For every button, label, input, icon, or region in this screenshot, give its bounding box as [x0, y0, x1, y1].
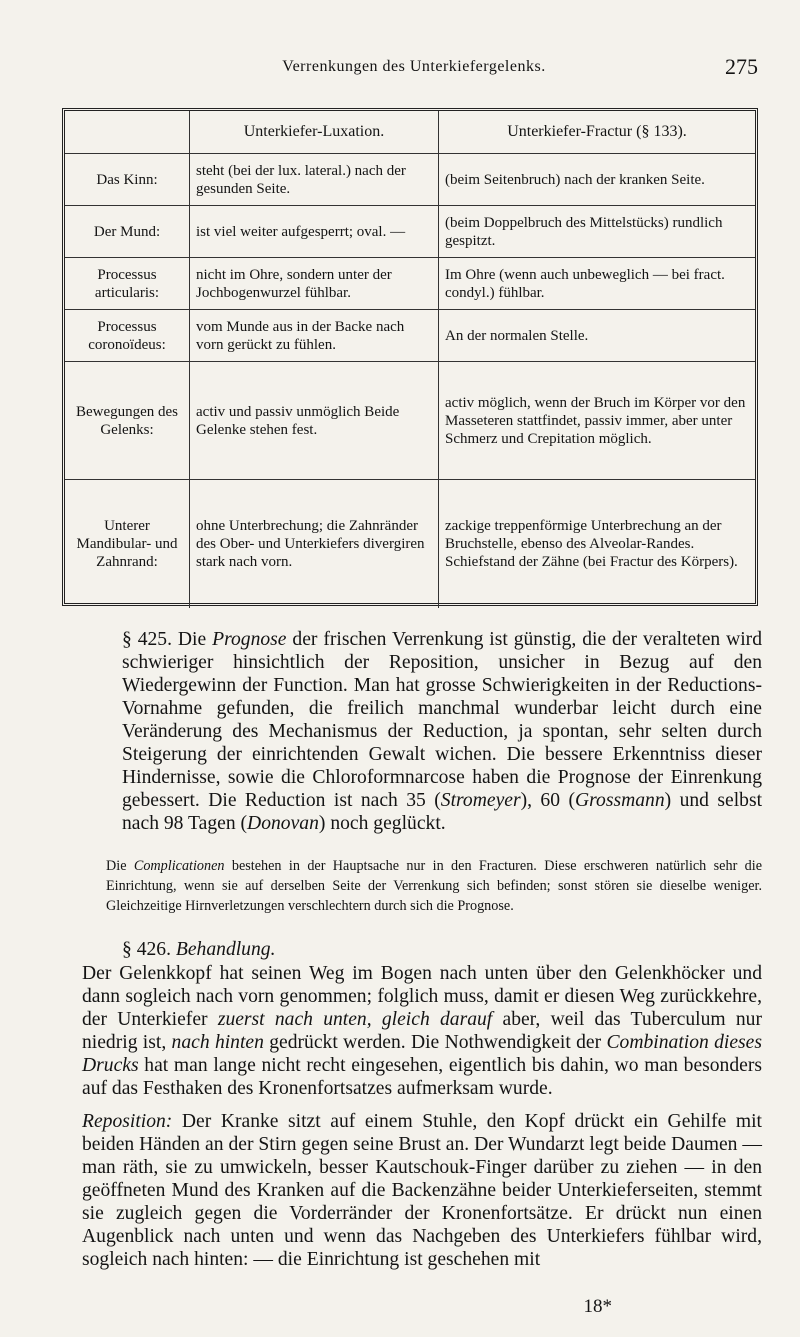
text-run: hat man lange nicht recht eingesehen, eigentlich bis dahin, wo man besonders auf das Festhaken des Kronenfortsatzes aufmerksam wurde.: [82, 1055, 762, 1099]
paragraph-425: [62, 628, 762, 835]
section-number: § 425.: [122, 629, 172, 650]
table-row: [65, 258, 755, 310]
row-label: Processus articularis:: [65, 258, 190, 310]
text-run: Die: [106, 858, 134, 874]
table-header-row: [65, 111, 755, 154]
complications-note: [62, 856, 762, 916]
emphasis: Combination dieses Drucks: [82, 1032, 762, 1076]
luxation-cell: vom Munde aus in der Backe nach vorn gerückt zu fühlen.: [190, 310, 439, 362]
emphasis: Grossmann: [574, 790, 665, 811]
luxation-cell: nicht im Ohre, sondern unter der Jochbogenwurzel fühlbar.: [190, 258, 439, 310]
luxation-cell: steht (bei der lux. lateral.) nach der gesunden Seite.: [190, 154, 439, 206]
emphasis: zuerst nach unten, gleich darauf: [217, 1009, 493, 1030]
row-label: Processus coronoïdeus:: [65, 310, 190, 362]
signature-mark: 18*: [583, 1296, 612, 1317]
running-header: [70, 52, 758, 86]
emphasis: Reposition:: [82, 1111, 173, 1132]
luxation-cell: ohne Unterbrechung; die Zahnränder des Ober- und Unterkiefers divergiren stark nach vorn.: [190, 480, 439, 608]
section-title: Behandlung.: [175, 939, 276, 960]
table-row: [65, 480, 755, 608]
text-run: Der Gelenkkopf hat seinen Weg im Bogen nach unten über den Gelenkhöcker und dann sogleich nach vorn genommen; folglich muss, damit er diesen Weg zurückkehre, der Unterkiefer: [82, 963, 762, 1030]
text-run: ) und selbst nach 98 Tagen (: [122, 790, 763, 834]
text-run: gedrückt werden. Die Nothwendigkeit der: [263, 1032, 607, 1053]
text-run: Der Kranke sitzt auf einem Stuhle, den Kopf drückt ein Gehilfe mit beiden Händen an der Stirn gegen seine Brust an. Der Wundarzt legt beide Daumen — man räth, sie zu umwickeln, besser Kautschouk-Finger darüber zu ziehen — in den geöffneten Mund des Kranken auf die Backenzähne beider Unterkieferseiten, stemmt sie zugleich gegen die Vorderränder der Kronenfortsätze. Er drückt nun einen Augenblick nach unten und wenn das Nachgeben des Unterkiefers fühlbar wird, sogleich nach hinten: — die Einrichtung ist geschehen mit: [82, 1111, 762, 1270]
table-row: [65, 362, 755, 480]
row-label: Das Kinn:: [65, 154, 190, 206]
text-run: Die: [177, 629, 213, 650]
table-header-luxation: Unterkiefer-Luxation.: [190, 111, 439, 154]
fractur-cell: An der normalen Stelle.: [439, 310, 756, 362]
fractur-cell: activ möglich, wenn der Bruch im Körper vor den Masseteren stattfindet, passiv immer, aber unter Schmerz und Crepitation möglich.: [439, 362, 756, 480]
text-run: bestehen in der Hauptsache nur in den Fracturen. Diese erschweren natürlich sehr die Einrichtung, wenn sie auf derselben Seite der Verrenkung sich befinden; sonst stören sie dieselbe weniger. Gleichzeitige Hirnverletzungen verschlechtern durch sich die Prognose.: [106, 858, 762, 914]
section-number: § 426.: [122, 939, 171, 960]
paragraph-reposition: [62, 1110, 762, 1271]
emphasis: Prognose: [212, 629, 287, 650]
running-title: Verrenkungen des Unterkiefergelenks.: [282, 58, 546, 75]
fractur-cell: Im Ohre (wenn auch unbeweglich — bei fract. condyl.) fühlbar.: [439, 258, 756, 310]
text-run: ) noch geglückt.: [318, 813, 446, 834]
luxation-cell: activ und passiv unmöglich Beide Gelenke stehen fest.: [190, 362, 439, 480]
table-row: [65, 206, 755, 258]
row-label: Bewegungen des Gelenks:: [65, 362, 190, 480]
paragraph-treatment: [62, 962, 762, 1100]
fractur-cell: (beim Seitenbruch) nach der kranken Seite.: [439, 154, 756, 206]
text-run: der frischen Verrenkung ist günstig, die der veralteten wird schwieriger hinsichtlich der Reposition, unsicher in Bezug auf den Wiedergewinn der Function. Man hat grosse Schwierigkeiten in der Reductions-Vornahme gefunden, die freilich manchmal wunderbar leicht durch eine Veränderung des Mechanismus der Reduction, ja spontan, sehr selten durch Steigerung der einrichtenden Gewalt wichen. Die bessere Erkenntniss dieser Hindernisse, sowie die Chloroformnarcose haben die Prognose der Einrenkung gebessert. Die Reduction ist nach 35 (: [122, 629, 763, 811]
emphasis: nach hinten: [171, 1032, 264, 1053]
fractur-cell: (beim Doppelbruch des Mittelstücks) rundlich gespitzt.: [439, 206, 756, 258]
table-header-fractur: Unterkiefer-Fractur (§ 133).: [439, 111, 756, 154]
table-header-empty: [65, 111, 190, 154]
comparison-table: [62, 108, 758, 606]
emphasis: Complicationen: [133, 858, 225, 874]
table-row: [65, 154, 755, 206]
text-run: ), 60 (: [520, 790, 575, 811]
fractur-cell: zackige treppenförmige Unterbrechung an der Bruchstelle, ebenso des Alveolar-Randes. Schiefstand der Zähne (bei Fractur des Körpers).: [439, 480, 756, 608]
row-label: Der Mund:: [65, 206, 190, 258]
section-426-heading: [62, 938, 800, 961]
luxation-cell: ist viel weiter aufgesperrt; oval. —: [190, 206, 439, 258]
table-row: [65, 310, 755, 362]
emphasis: Donovan: [247, 813, 319, 834]
page-number: 275: [725, 54, 758, 79]
emphasis: Stromeyer: [440, 790, 521, 811]
row-label: Unterer Mandibular- und Zahnrand:: [65, 480, 190, 608]
text-run: aber, weil das Tuberculum nur niedrig ist,: [82, 1009, 762, 1053]
